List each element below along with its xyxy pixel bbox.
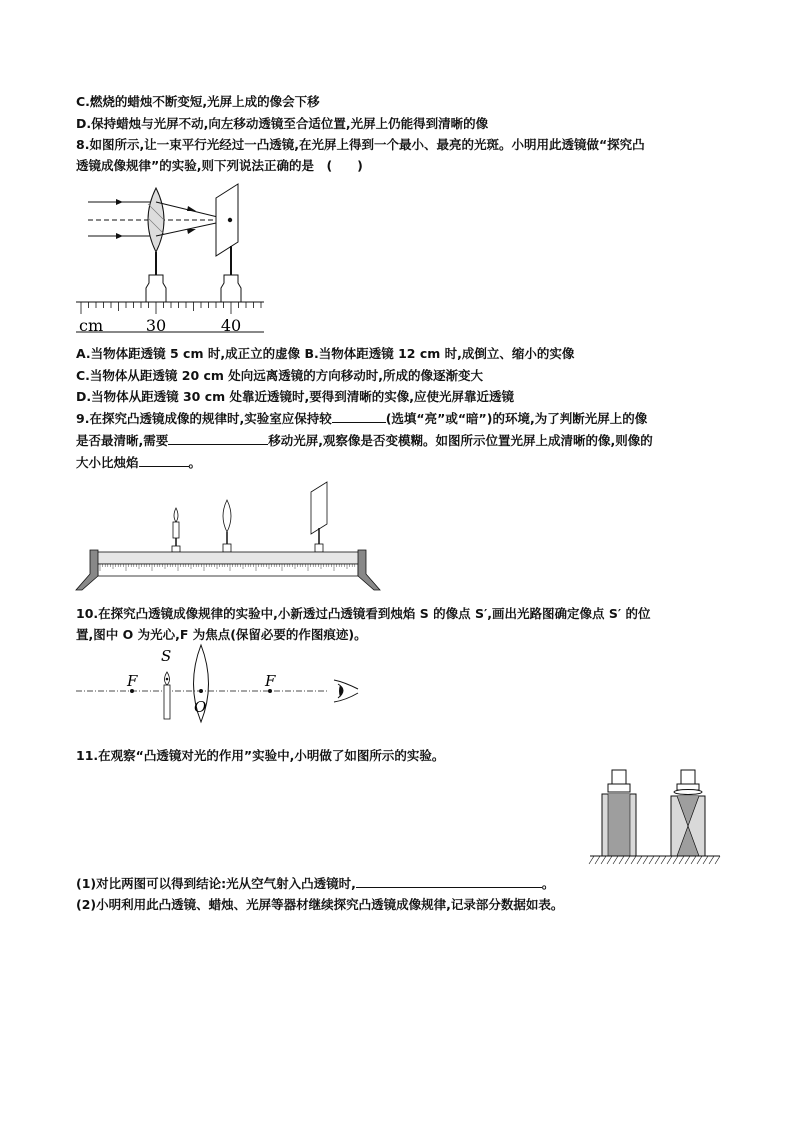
q11-flashlight-left	[612, 770, 626, 784]
q9-text-5: 大小比烛焰	[76, 455, 139, 470]
q10-stem-line2: 置,图中 O 为光心,F 为焦点(保留必要的作图痕迹)。	[76, 627, 367, 642]
q8-option-ab: A.当物体距透镜 5 cm 时,成正立的虚像 B.当物体距透镜 12 cm 时,成倒立、缩小的实像	[76, 346, 575, 361]
q11-experiment-figure	[590, 768, 720, 866]
q8-ruler-unit: cm	[79, 316, 104, 335]
q9-text-1: 9.在探究凸透镜成像的规律时,实验室应保持较	[76, 411, 332, 426]
q9-convex-lens	[223, 500, 231, 532]
q8-focal-length-figure	[76, 180, 276, 340]
q9-blank-method[interactable]	[168, 432, 268, 445]
q9-bench-scale	[98, 564, 358, 576]
q11-flashlight-right	[681, 770, 695, 784]
q8-ray-arrow-bottom	[116, 233, 123, 239]
q10-label-f-right: F	[265, 672, 276, 690]
q8-lens-holder	[146, 275, 166, 302]
q8-tick-label-30: 30	[145, 316, 167, 335]
q8-focus-spot	[228, 218, 232, 222]
q8-tick-label-40: 40	[220, 316, 242, 335]
q10-flame-point-s	[166, 678, 169, 681]
q11-sub1-end: 。	[541, 876, 555, 891]
q10-label-o: O	[194, 698, 207, 716]
q10-candle	[164, 685, 170, 719]
q9-bench-leg-right	[358, 550, 380, 590]
q9-bench-leg-left	[76, 550, 98, 590]
q9-text-2: (选填“亮”或“暗”)的环境,为了判断光屏上的像	[385, 411, 648, 426]
q8-ray-arrow-top	[116, 199, 123, 205]
q10-optical-center	[199, 689, 203, 693]
q8-option-d: D.当物体从距透镜 30 cm 处靠近透镜时,要得到清晰的实像,应使光屏靠近透镜	[76, 389, 515, 404]
eye-icon	[334, 680, 358, 702]
q9-blank-brightness[interactable]	[332, 410, 386, 423]
q9-candle-flame	[174, 508, 178, 522]
q8-option-c: C.当物体从距透镜 20 cm 处向远离透镜的方向移动时,所成的像逐渐变大	[76, 368, 484, 383]
q11-setup-without-lens	[602, 770, 636, 856]
q9-optical-bench-figure	[76, 478, 380, 590]
q7-option-c: C.燃烧的蜡烛不断变短,光屏上成的像会下移	[76, 94, 320, 109]
q11-setup-with-lens	[671, 770, 705, 856]
q8-stem-line2: 透镜成像规律”的实验,则下列说法正确的是 ( )	[76, 158, 363, 173]
q8-stem-line1: 8.如图所示,让一束平行光经过一凸透镜,在光屏上得到一个最小、最亮的光斑。小明用此透镜做“探究凸	[76, 137, 645, 152]
q8-screen-holder	[221, 275, 241, 302]
q10-label-s: S	[161, 647, 172, 665]
q10-label-f-left: F	[127, 672, 138, 690]
q11-blank-conclusion[interactable]	[356, 875, 542, 888]
q8-light-screen	[216, 184, 238, 256]
q9-blank-image-size[interactable]	[139, 454, 189, 467]
q9-text-6: 。	[188, 455, 202, 470]
q9-bench-rail	[94, 552, 362, 564]
q11-convex-lens	[674, 790, 702, 795]
q11-sub1-text: (1)对比两图可以得到结论:光从空气射入凸透镜时,	[76, 876, 356, 891]
q10-light-path-figure	[76, 642, 366, 724]
q9-light-screen	[311, 482, 327, 534]
q10-stem-line1: 10.在探究凸透镜成像规律的实验中,小新透过凸透镜看到烛焰 S 的像点 S′,画出光路图确定像点 S′ 的位	[76, 606, 651, 621]
q11-ground	[589, 856, 720, 864]
q9-text-4: 移动光屏,观察像是否变模糊。如图所示位置光屏上成清晰的像,则像的	[268, 433, 653, 448]
q9-candle	[173, 522, 179, 538]
q9-text-3: 是否最清晰,需要	[76, 433, 169, 448]
q11-stem: 11.在观察“凸透镜对光的作用”实验中,小明做了如图所示的实验。	[76, 748, 445, 763]
q11-sub2: (2)小明利用此凸透镜、蜡烛、光屏等器材继续探究凸透镜成像规律,记录部分数据如表。	[76, 897, 564, 912]
q7-option-d: D.保持蜡烛与光屏不动,向左移动透镜至合适位置,光屏上仍能得到清晰的像	[76, 116, 489, 131]
